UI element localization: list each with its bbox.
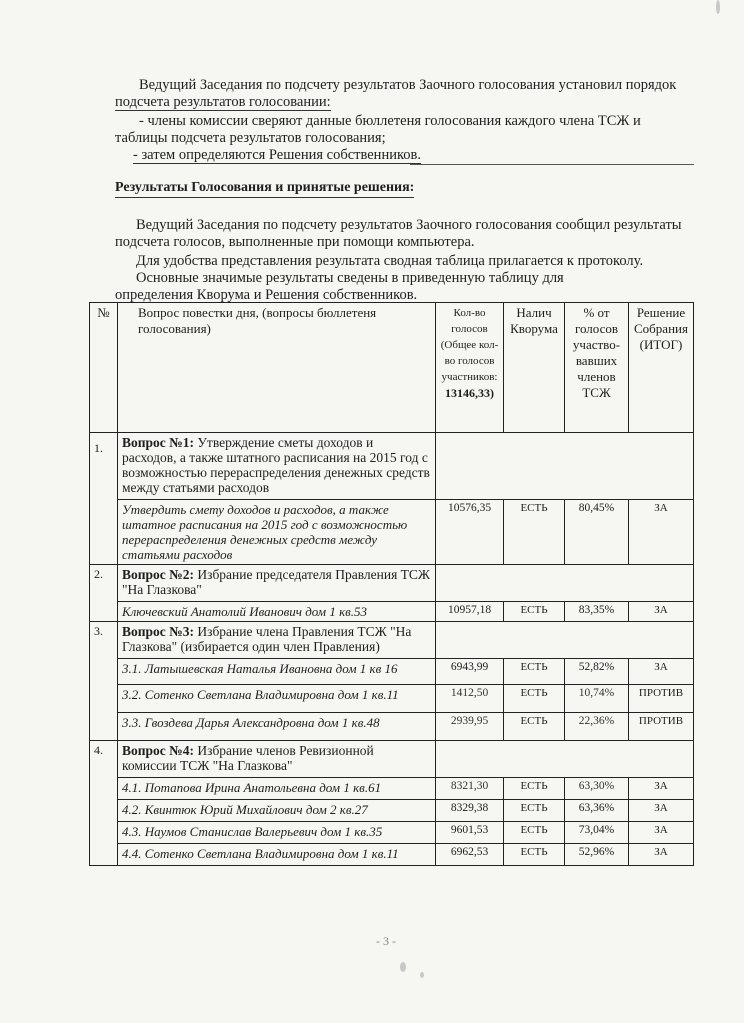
question-index: 4. [90, 741, 118, 866]
option-name: 3.1. Латышевская Наталья Ивановна дом 1 кв 16 [118, 659, 436, 685]
fill-line [410, 164, 694, 165]
question-blank-cells [436, 433, 694, 500]
header-quorum: Налич Кворума [504, 303, 565, 433]
intro-item-2 [133, 146, 421, 164]
question-index: 2. [90, 565, 118, 622]
option-votes: 9601,53 [436, 822, 504, 844]
option-quorum: ЕСТЬ [504, 500, 565, 565]
header-votes [436, 303, 504, 433]
option-row [90, 713, 694, 741]
option-row [90, 659, 694, 685]
option-name: 3.3. Гвоздева Дарья Александровна дом 1 кв.48 [118, 713, 436, 741]
header-decision: Решение Собрания (ИТОГ) [629, 303, 694, 433]
option-decision: ЗА [629, 844, 694, 866]
header-percent: % от голосов участво-вавших членов ТСЖ [565, 303, 629, 433]
option-votes: 6943,99 [436, 659, 504, 685]
option-row [90, 500, 694, 565]
table-header-row [90, 303, 694, 433]
option-row [90, 685, 694, 713]
option-decision: ЗА [629, 500, 694, 565]
question-description: Утверждение сметы доходов и расходов, а также штатного расписания на 2015 год с возможностью перераспределения денежных средств между статьями расходов [122, 435, 430, 495]
intro-paragraph-line-1: Ведущий Заседания по подсчету результатов Заочного голосования установил порядок [139, 77, 677, 93]
question-label: Вопрос №4: [122, 743, 194, 758]
option-percent: 52,96% [565, 844, 629, 866]
question-text [118, 741, 436, 778]
section-title: Результаты Голосования и принятые решения: [115, 179, 414, 198]
option-row [90, 800, 694, 822]
option-percent: 10,74% [565, 685, 629, 713]
header-number: № [90, 303, 118, 433]
header-votes-total: 13146,33) [445, 386, 494, 400]
question-row [90, 741, 694, 778]
header-question: Вопрос повестки дня, (вопросы бюллетеня голосования) [118, 303, 436, 433]
voting-results-table [89, 302, 694, 866]
option-quorum: ЕСТЬ [504, 713, 565, 741]
option-name: 4.3. Наумов Станислав Валерьевич дом 1 кв.35 [118, 822, 436, 844]
question-blank-cells [436, 565, 694, 602]
option-votes: 10957,18 [436, 602, 504, 622]
option-percent: 83,35% [565, 602, 629, 622]
option-row [90, 822, 694, 844]
question-text [118, 433, 436, 500]
option-percent: 52,82% [565, 659, 629, 685]
option-name: Утвердить смету доходов и расходов, а также штатное расписания на 2015 год с возможностью перераспределения денежных средств между статьями расходов [118, 500, 436, 565]
body-line-2: подсчета голосов, выполненные при помощи компьютера. [115, 234, 475, 250]
question-index: 1. [90, 433, 118, 565]
option-name: 4.2. Квинтюк Юрий Михайлович дом 2 кв.27 [118, 800, 436, 822]
option-row [90, 844, 694, 866]
question-row [90, 622, 694, 659]
option-quorum: ЕСТЬ [504, 602, 565, 622]
header-votes-text: Кол-во голосов (Общее кол-во голосов участников: [440, 307, 499, 383]
option-votes: 10576,35 [436, 500, 504, 565]
option-votes: 2939,95 [436, 713, 504, 741]
question-description: Избрание члена Правления ТСЖ "На Глазкова" (избирается один член Правления) [122, 624, 412, 654]
question-row [90, 565, 694, 602]
scan-speck [400, 962, 406, 972]
question-blank-cells [436, 622, 694, 659]
option-percent: 63,30% [565, 778, 629, 800]
body-line-5: определения Кворума и Решения собственников. [115, 287, 418, 303]
question-text [118, 622, 436, 659]
option-name: 3.2. Сотенко Светлана Владимировна дом 1 кв.11 [118, 685, 436, 713]
option-decision: ЗА [629, 602, 694, 622]
option-votes: 8321,30 [436, 778, 504, 800]
option-name: Ключевский Анатолий Иванович дом 1 кв.53 [118, 602, 436, 622]
option-quorum: ЕСТЬ [504, 844, 565, 866]
option-votes: 8329,38 [436, 800, 504, 822]
question-blank-cells [436, 741, 694, 778]
body-line-4: Основные значимые результаты сведены в приведенную таблицу для [136, 270, 564, 286]
body-line-1: Ведущий Заседания по подсчету результатов Заочного голосования сообщил результаты [136, 217, 682, 233]
option-quorum: ЕСТЬ [504, 659, 565, 685]
question-description: Избрание председателя Правления ТСЖ "На Глазкова" [122, 567, 431, 597]
option-votes: 6962,53 [436, 844, 504, 866]
option-decision: ПРОТИВ [629, 685, 694, 713]
body-line-3: Для удобства представления результата сводная таблица прилагается к протоколу. [136, 253, 644, 269]
option-quorum: ЕСТЬ [504, 778, 565, 800]
page-number: - 3 - [376, 934, 396, 948]
question-row [90, 433, 694, 500]
question-text [118, 565, 436, 602]
option-votes: 1412,50 [436, 685, 504, 713]
option-name: 4.1. Потапова Ирина Анатольевна дом 1 кв.61 [118, 778, 436, 800]
option-decision: ЗА [629, 659, 694, 685]
option-row [90, 602, 694, 622]
option-percent: 80,45% [565, 500, 629, 565]
intro-item-2-text: - затем определяются Решения собственников. [133, 147, 421, 163]
option-decision: ЗА [629, 778, 694, 800]
option-quorum: ЕСТЬ [504, 822, 565, 844]
intro-item-1-line-2: таблицы подсчета результатов голосования; [115, 130, 386, 146]
option-quorum: ЕСТЬ [504, 685, 565, 713]
option-name: 4.4. Сотенко Светлана Владимировна дом 1 кв.11 [118, 844, 436, 866]
option-percent: 22,36% [565, 713, 629, 741]
question-label: Вопрос №3: [122, 624, 194, 639]
question-description: Избрание членов Ревизионной комиссии ТСЖ "На Глазкова" [122, 743, 374, 773]
option-row [90, 778, 694, 800]
intro-underlined-text: подсчета результатов голосовании: [115, 94, 331, 110]
scan-speck [716, 0, 720, 14]
option-percent: 73,04% [565, 822, 629, 844]
option-percent: 63,36% [565, 800, 629, 822]
option-quorum: ЕСТЬ [504, 800, 565, 822]
intro-item-1-line-1: - члены комиссии сверяют данные бюллетеня голосования каждого члена ТСЖ и [139, 113, 641, 129]
question-label: Вопрос №1: [122, 435, 194, 450]
scan-speck [420, 972, 424, 978]
option-decision: ЗА [629, 800, 694, 822]
question-index: 3. [90, 622, 118, 741]
question-label: Вопрос №2: [122, 567, 194, 582]
intro-paragraph-line-2 [115, 93, 331, 111]
option-decision: ЗА [629, 822, 694, 844]
option-decision: ПРОТИВ [629, 713, 694, 741]
